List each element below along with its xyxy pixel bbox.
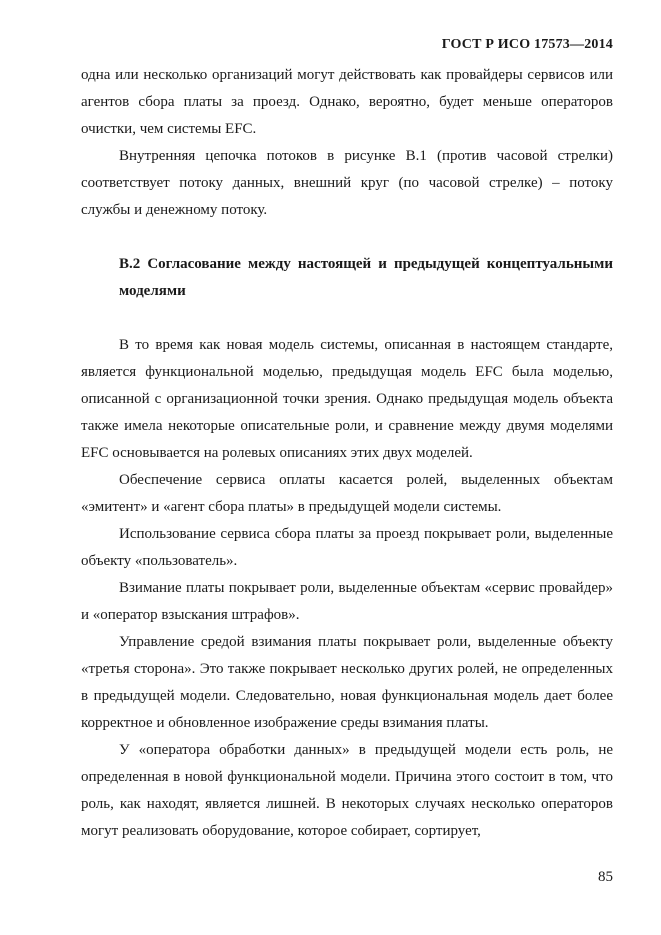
document-header: ГОСТ Р ИСО 17573—2014	[441, 37, 613, 52]
document-body	[81, 62, 613, 845]
page-number: 85	[598, 869, 613, 885]
paragraph-continuation: одна или несколько организаций могут действовать как провайдеры сервисов или агентов сбора платы за проезд. Однако, вероятно, будет меньше операторов очистки, чем системы EFC.	[81, 67, 613, 137]
paragraph-flow-description: Внутренняя цепочка потоков в рисунке В.1 (против часовой стрелки) соответствует потоку данных, внешний круг (по часовой стрелке) – потоку службы и денежному потоку.	[81, 148, 613, 218]
paragraph-environment-management: Управление средой взимания платы покрывает роли, выделенные объекту «третья сторона». Это также покрывает несколько других ролей, не определенных в предыдущей модели. Следовательно, новая функциональная модель дает более корректное и обновленное изображение среды взимания платы.	[81, 634, 613, 731]
paragraph-data-operator: У «оператора обработки данных» в предыдущей модели есть роль, не определенная в новой функциональной модели. Причина этого состоит в том, что роль, как находят, является лишней. В некоторых случаях несколько операторов могут реализовать оборудование, которое собирает, сортирует,	[81, 742, 613, 839]
paragraph-toll-service-use: Использование сервиса сбора платы за проезд покрывает роли, выделенные объекту «пользователь».	[81, 526, 613, 569]
paragraph-model-comparison: В то время как новая модель системы, описанная в настоящем стандарте, является функциональной моделью, предыдущая модель EFC была моделью, описанной с организационной точки зрения. Однако предыдущая модель объекта также имела некоторые описательные роли, и сравнение между двумя моделями EFC основывается на ролевых описаниях этих двух моделей.	[81, 337, 613, 461]
paragraph-payment-service: Обеспечение сервиса оплаты касается ролей, выделенных объектам «эмитент» и «агент сбора платы» в предыдущей модели системы.	[81, 472, 613, 515]
paragraph-charging: Взимание платы покрывает роли, выделенные объектам «сервис провайдер» и «оператор взыскания штрафов».	[81, 580, 613, 623]
section-heading: В.2 Согласование между настоящей и предыдущей концептуальными моделями	[119, 256, 613, 299]
